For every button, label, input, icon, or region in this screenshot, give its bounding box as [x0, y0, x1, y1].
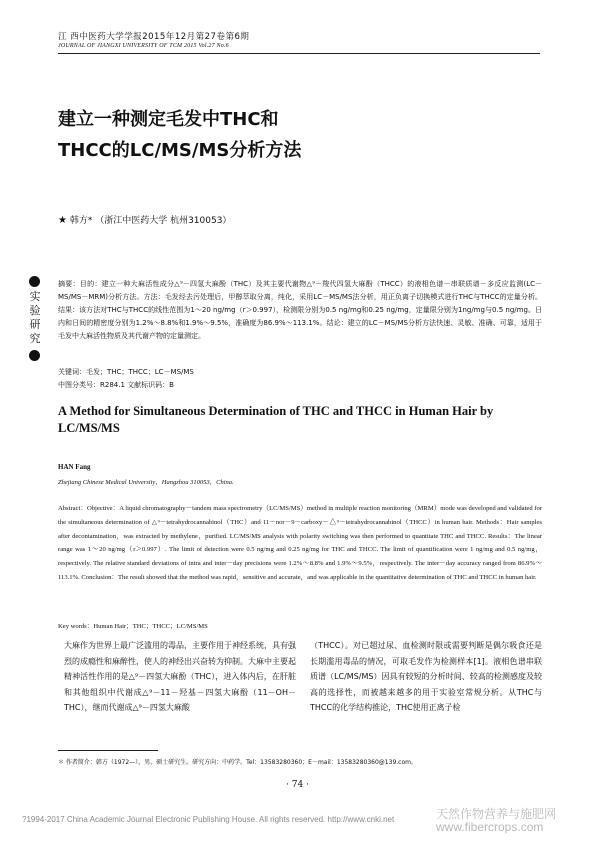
- star-icon: ★: [58, 215, 67, 226]
- abstract-en: Abstract：Objective：A liquid chromatography－tandem mass spectrometry（LC/MS/MS）method in multiple reaction monitoring（MRM）mode was developed and validated for the simultaneous determination of △⁹－tetrahydrocannabinol（THC）and 11－nor－9－carboxy－△⁹－tetrahydrocannabinol（THCC）in human hair. Methods：Hair samples after decontamination，was extracted by methylene，purified. LC/MS/MS analysis with polarity switching was then performed to quantitate THC and THCC. Results：The linear range was 1～20 ng/mg（r＞0.997）. The limit of detection were 0.5 ng/mg and 0.25 ng/mg for THC and THCC. The limit of quantification were 1 ng/mg and 0.5 ng/mg，respectively. The relative standard deviations of intra and inter－day precisions were 1.2%～8.8% and 1.9%～9.5%，respectively. The inter－day accuracy ranged from 86.9%～113.1%. Conclusion：The result showed that the method was rapid，sensitive and accurate，and was applicable in the quantitative determination of THC and THCC in human hair.: [58, 505, 542, 581]
- header-rule: [58, 53, 540, 54]
- body-column-left: 大麻作为世界上最广泛滥用的毒品，主要作用于神经系统，具有强烈的成瘾性和麻醉性，使人的神经出兴奋转为抑制。大麻中主要起精神活性作用的是△⁹－四氢大麻酚（THC），进入体内后，在肝脏和其他组织中代谢成△⁹－11－羟基－四氢大麻酚（11－OH－THC），继而代谢成△⁹－四氢大麻酸: [64, 641, 296, 712]
- author-cn: [58, 213, 231, 226]
- footnote-rule: [58, 750, 158, 751]
- footnote: ＊ 作者简介：韩方（1972—），男，硕士研究生。研究方向：中药学。Tel：13583280360；E－mail：13583280360@139.com。: [58, 759, 417, 766]
- journal-header-cn: 江 西中医药大学学报2015年12月第27卷第6期: [58, 32, 250, 42]
- keywords-cn: 关键词：毛发；THC；THCC；LC－MS/MS: [58, 368, 194, 376]
- body-column-right: （THCC）。对已超过尿、血检测时限或需要判断是偶尔吸食还是长期滥用毒品的情况，可取毛发作为检测样本[1]。液相色谱串联质谱（LC/MS/MS）因具有较短的分析时间、较高的检测感度及较高的选择性，而被越来越多的用于实验室常规分析。从THC与THCC的化学结构推论，THC使用正离子检: [310, 641, 542, 712]
- classification-cn: 中图分类号：R284.1 文献标识码：B: [58, 381, 174, 389]
- copyright-notice: ?1994-2017 China Academic Journal Electronic Publishing House. All rights reserved. http://www.cnki.net: [22, 815, 395, 824]
- affiliation-en: Zhejiang Chinese Medical University，Hangzhou 310053，China.: [58, 479, 234, 486]
- journal-header-en: JOURNAL OF JIANGXI UNIVERSITY OF TCM 2015 Vol.27 No.6: [58, 43, 229, 49]
- author-cn-text: 韩方* （浙江中医药大学 杭州310053）: [69, 216, 232, 226]
- side-dot-bottom: [29, 350, 40, 361]
- side-dot-top: [29, 276, 40, 287]
- title-cn-line1: 建立一种测定毛发中THC和: [58, 109, 279, 130]
- title-cn-line2: THCC的LC/MS/MS分析方法: [58, 140, 302, 161]
- page-number: · 74 ·: [286, 780, 309, 790]
- title-en: A Method for Simultaneous Determination of THC and THCC in Human Hair by LC/MS/MS: [58, 404, 494, 435]
- abstract-cn: 摘要：目的：建立一种大麻活性成分△⁹－四氢大麻酚（THC）及其主要代谢物△⁹－羧代四氢大麻酚（THCC）的液相色谱－串联质谱－多反应监测(LC－MS/MS－MRM)分析方法。方法：毛发经去污处理后，甲醇萃取分离，纯化，采用LC－MS/MS法分析，用正负离子切换模式进行THC与THCC的定量分析。结果：该方法对THC与THCC的线性范围为1～20 ng/mg（r＞0.997），检测限分别为0.5 ng/mg和0.25 ng/mg，定量限分别为1ng/mg与0.5 ng/mg。日内和日间的精密度分别为1.2%～8.8%和1.9%～9.5%，准确度为86.9%～113.1%。结论：建立的LC－MS/MS分析方法快速、灵敏、准确、可靠，适用于毛发中大麻活性物质及其代谢产物的定量测定。: [58, 280, 542, 340]
- keywords-en: Key words：Human Hair；THC；THCC；LC/MS/MS: [58, 623, 208, 630]
- author-en: HAN Fang: [58, 463, 91, 471]
- section-side-label: 实验研究: [29, 290, 41, 345]
- watermark: 天然作物营养与施肥网 www.fibercrops.com: [436, 807, 557, 834]
